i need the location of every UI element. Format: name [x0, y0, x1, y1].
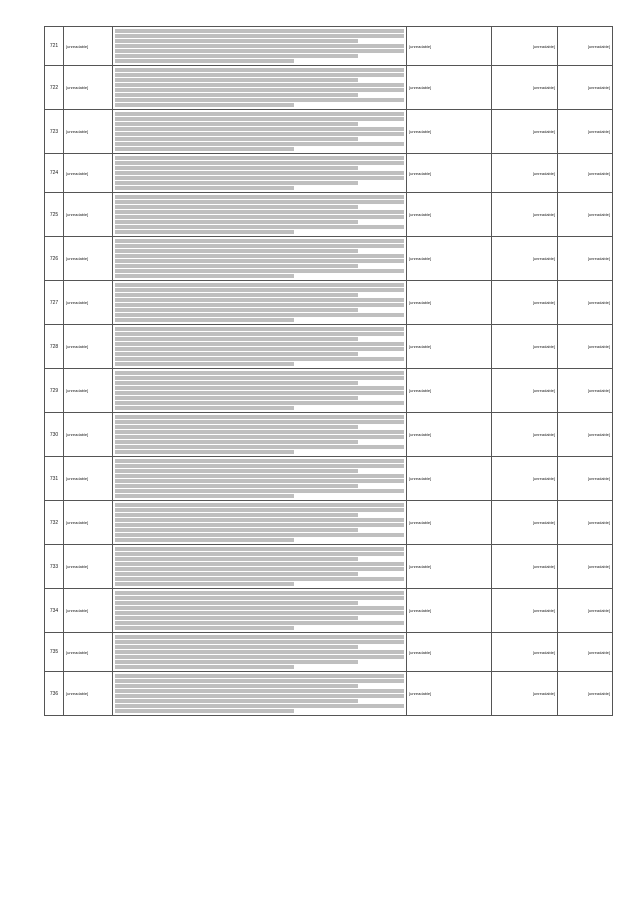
address-cell: [unreadable]	[64, 369, 113, 413]
illegible-text-line	[115, 425, 358, 429]
works-description-cell	[113, 369, 407, 413]
illegible-text-line	[115, 254, 404, 258]
value-cell: [unreadable]	[407, 154, 492, 193]
illegible-text-line	[115, 557, 358, 561]
illegible-text-line	[115, 78, 358, 82]
area-cell: [unreadable]	[492, 633, 558, 672]
illegible-text-line	[115, 54, 358, 58]
row-number-cell: 730	[45, 413, 64, 457]
works-description-cell	[113, 413, 407, 457]
works-description-cell	[113, 589, 407, 633]
illegible-text-line	[115, 283, 404, 287]
illegible-text-line	[115, 538, 294, 542]
illegible-text-line	[115, 626, 294, 630]
illegible-text-line	[115, 342, 404, 346]
illegible-text-line	[115, 181, 358, 185]
works-description-cell	[113, 281, 407, 325]
illegible-text-line	[115, 117, 404, 121]
illegible-text-line	[115, 450, 294, 454]
illegible-text-line	[115, 34, 404, 38]
row-number-cell: 732	[45, 501, 64, 545]
table-row	[45, 413, 613, 457]
table-row	[45, 281, 613, 325]
works-description-cell	[113, 325, 407, 369]
illegible-text-line	[115, 518, 404, 522]
illegible-text-line	[115, 523, 404, 527]
illegible-text-line	[115, 591, 404, 595]
illegible-text-line	[115, 440, 358, 444]
row-number-cell: 728	[45, 325, 64, 369]
illegible-text-line	[115, 176, 404, 180]
illegible-text-line	[115, 406, 294, 410]
illegible-text-line	[115, 381, 358, 385]
table-row	[45, 457, 613, 501]
year-cell: [unreadable]	[558, 27, 613, 66]
value-cell: [unreadable]	[407, 369, 492, 413]
works-description-cell	[113, 501, 407, 545]
illegible-text-line	[115, 73, 404, 77]
year-cell: [unreadable]	[558, 457, 613, 501]
illegible-text-line	[115, 166, 358, 170]
illegible-text-line	[115, 415, 404, 419]
illegible-text-line	[115, 596, 404, 600]
year-cell: [unreadable]	[558, 281, 613, 325]
illegible-text-line	[115, 684, 358, 688]
illegible-text-line	[115, 621, 404, 625]
illegible-text-line	[115, 479, 404, 483]
illegible-text-line	[115, 601, 358, 605]
value-cell: [unreadable]	[407, 325, 492, 369]
illegible-text-line	[115, 288, 404, 292]
value-cell: [unreadable]	[407, 237, 492, 281]
illegible-text-line	[115, 259, 404, 263]
row-number-cell: 721	[45, 27, 64, 66]
illegible-text-line	[115, 386, 404, 390]
illegible-text-line	[115, 650, 404, 654]
illegible-text-line	[115, 445, 404, 449]
illegible-text-line	[115, 127, 404, 131]
address-cell: [unreadable]	[64, 325, 113, 369]
year-cell: [unreadable]	[558, 633, 613, 672]
illegible-text-line	[115, 552, 404, 556]
illegible-text-line	[115, 704, 404, 708]
value-cell: [unreadable]	[407, 66, 492, 110]
works-description-cell	[113, 457, 407, 501]
address-cell: [unreadable]	[64, 27, 113, 66]
area-cell: [unreadable]	[492, 237, 558, 281]
illegible-text-line	[115, 567, 404, 571]
illegible-text-line	[115, 430, 404, 434]
illegible-text-line	[115, 362, 294, 366]
area-cell: [unreadable]	[492, 66, 558, 110]
illegible-text-line	[115, 293, 358, 297]
area-cell: [unreadable]	[492, 413, 558, 457]
illegible-text-line	[115, 660, 358, 664]
illegible-text-line	[115, 98, 404, 102]
table-row	[45, 589, 613, 633]
illegible-text-line	[115, 298, 404, 302]
illegible-text-line	[115, 83, 404, 87]
table-row	[45, 545, 613, 589]
illegible-text-line	[115, 313, 404, 317]
row-number-cell: 727	[45, 281, 64, 325]
illegible-text-line	[115, 274, 294, 278]
year-cell: [unreadable]	[558, 672, 613, 716]
address-cell: [unreadable]	[64, 110, 113, 154]
illegible-text-line	[115, 674, 404, 678]
table-row	[45, 66, 613, 110]
works-description-cell	[113, 237, 407, 281]
address-cell: [unreadable]	[64, 589, 113, 633]
area-cell: [unreadable]	[492, 27, 558, 66]
illegible-text-line	[115, 371, 404, 375]
illegible-text-line	[115, 582, 294, 586]
row-number-cell: 725	[45, 193, 64, 237]
illegible-text-line	[115, 611, 404, 615]
illegible-text-line	[115, 464, 404, 468]
year-cell: [unreadable]	[558, 110, 613, 154]
illegible-text-line	[115, 337, 358, 341]
table-row	[45, 110, 613, 154]
illegible-text-line	[115, 709, 294, 713]
illegible-text-line	[115, 88, 404, 92]
area-cell: [unreadable]	[492, 589, 558, 633]
table-row	[45, 501, 613, 545]
address-cell: [unreadable]	[64, 154, 113, 193]
illegible-text-line	[115, 347, 404, 351]
row-number-cell: 729	[45, 369, 64, 413]
works-description-cell	[113, 633, 407, 672]
area-cell: [unreadable]	[492, 672, 558, 716]
illegible-text-line	[115, 665, 294, 669]
address-cell: [unreadable]	[64, 237, 113, 281]
illegible-text-line	[115, 49, 404, 53]
year-cell: [unreadable]	[558, 154, 613, 193]
table-row	[45, 237, 613, 281]
illegible-text-line	[115, 205, 358, 209]
address-cell: [unreadable]	[64, 413, 113, 457]
illegible-text-line	[115, 59, 294, 63]
works-description-cell	[113, 154, 407, 193]
illegible-text-line	[115, 230, 294, 234]
illegible-text-line	[115, 244, 404, 248]
illegible-text-line	[115, 112, 404, 116]
illegible-text-line	[115, 489, 404, 493]
illegible-text-line	[115, 220, 358, 224]
illegible-text-line	[115, 308, 358, 312]
illegible-text-line	[115, 694, 404, 698]
table-row	[45, 27, 613, 66]
illegible-text-line	[115, 401, 404, 405]
address-cell: [unreadable]	[64, 501, 113, 545]
illegible-text-line	[115, 484, 358, 488]
year-cell: [unreadable]	[558, 237, 613, 281]
illegible-text-line	[115, 435, 404, 439]
illegible-text-line	[115, 303, 404, 307]
value-cell: [unreadable]	[407, 281, 492, 325]
address-cell: [unreadable]	[64, 193, 113, 237]
row-number-cell: 734	[45, 589, 64, 633]
illegible-text-line	[115, 327, 404, 331]
row-number-cell: 724	[45, 154, 64, 193]
table-row	[45, 193, 613, 237]
year-cell: [unreadable]	[558, 193, 613, 237]
value-cell: [unreadable]	[407, 27, 492, 66]
area-cell: [unreadable]	[492, 369, 558, 413]
illegible-text-line	[115, 93, 358, 97]
year-cell: [unreadable]	[558, 501, 613, 545]
year-cell: [unreadable]	[558, 413, 613, 457]
illegible-text-line	[115, 577, 404, 581]
address-cell: [unreadable]	[64, 672, 113, 716]
illegible-text-line	[115, 391, 404, 395]
table-row	[45, 633, 613, 672]
illegible-text-line	[115, 528, 358, 532]
illegible-text-line	[115, 147, 294, 151]
year-cell: [unreadable]	[558, 589, 613, 633]
illegible-text-line	[115, 513, 358, 517]
illegible-text-line	[115, 562, 404, 566]
area-cell: [unreadable]	[492, 501, 558, 545]
illegible-text-line	[115, 547, 404, 551]
illegible-text-line	[115, 616, 358, 620]
value-cell: [unreadable]	[407, 501, 492, 545]
illegible-text-line	[115, 332, 404, 336]
table-row	[45, 325, 613, 369]
illegible-text-line	[115, 474, 404, 478]
value-cell: [unreadable]	[407, 545, 492, 589]
year-cell: [unreadable]	[558, 369, 613, 413]
illegible-text-line	[115, 635, 404, 639]
area-cell: [unreadable]	[492, 193, 558, 237]
row-number-cell: 722	[45, 66, 64, 110]
row-number-cell: 723	[45, 110, 64, 154]
area-cell: [unreadable]	[492, 325, 558, 369]
illegible-text-line	[115, 318, 294, 322]
illegible-text-line	[115, 533, 404, 537]
illegible-text-line	[115, 132, 404, 136]
illegible-text-line	[115, 645, 358, 649]
records-table	[44, 26, 613, 716]
illegible-text-line	[115, 655, 404, 659]
illegible-text-line	[115, 29, 404, 33]
table-row	[45, 672, 613, 716]
illegible-text-line	[115, 215, 404, 219]
illegible-text-line	[115, 249, 358, 253]
row-number-cell: 735	[45, 633, 64, 672]
row-number-cell: 733	[45, 545, 64, 589]
value-cell: [unreadable]	[407, 589, 492, 633]
works-description-cell	[113, 110, 407, 154]
illegible-text-line	[115, 508, 404, 512]
illegible-text-line	[115, 352, 358, 356]
row-number-cell: 731	[45, 457, 64, 501]
value-cell: [unreadable]	[407, 457, 492, 501]
illegible-text-line	[115, 225, 404, 229]
row-number-cell: 736	[45, 672, 64, 716]
illegible-text-line	[115, 264, 358, 268]
address-cell: [unreadable]	[64, 457, 113, 501]
illegible-text-line	[115, 396, 358, 400]
table-row	[45, 369, 613, 413]
value-cell: [unreadable]	[407, 413, 492, 457]
value-cell: [unreadable]	[407, 633, 492, 672]
value-cell: [unreadable]	[407, 193, 492, 237]
works-description-cell	[113, 193, 407, 237]
illegible-text-line	[115, 640, 404, 644]
illegible-text-line	[115, 103, 294, 107]
illegible-text-line	[115, 186, 294, 190]
illegible-text-line	[115, 679, 404, 683]
illegible-text-line	[115, 195, 404, 199]
illegible-text-line	[115, 122, 358, 126]
illegible-text-line	[115, 156, 404, 160]
value-cell: [unreadable]	[407, 672, 492, 716]
illegible-text-line	[115, 689, 404, 693]
illegible-text-line	[115, 503, 404, 507]
area-cell: [unreadable]	[492, 154, 558, 193]
year-cell: [unreadable]	[558, 66, 613, 110]
works-description-cell	[113, 672, 407, 716]
illegible-text-line	[115, 137, 358, 141]
address-cell: [unreadable]	[64, 545, 113, 589]
illegible-text-line	[115, 200, 404, 204]
row-number-cell: 726	[45, 237, 64, 281]
illegible-text-line	[115, 68, 404, 72]
illegible-text-line	[115, 44, 404, 48]
illegible-text-line	[115, 376, 404, 380]
year-cell: [unreadable]	[558, 325, 613, 369]
illegible-text-line	[115, 161, 404, 165]
illegible-text-line	[115, 39, 358, 43]
address-cell: [unreadable]	[64, 281, 113, 325]
works-description-cell	[113, 66, 407, 110]
illegible-text-line	[115, 494, 294, 498]
area-cell: [unreadable]	[492, 457, 558, 501]
illegible-text-line	[115, 142, 404, 146]
year-cell: [unreadable]	[558, 545, 613, 589]
illegible-text-line	[115, 606, 404, 610]
illegible-text-line	[115, 239, 404, 243]
works-description-cell	[113, 545, 407, 589]
table-row	[45, 154, 613, 193]
illegible-text-line	[115, 357, 404, 361]
illegible-text-line	[115, 469, 358, 473]
address-cell: [unreadable]	[64, 66, 113, 110]
works-description-cell	[113, 27, 407, 66]
illegible-text-line	[115, 269, 404, 273]
illegible-text-line	[115, 572, 358, 576]
illegible-text-line	[115, 420, 404, 424]
records-table-body	[45, 27, 613, 716]
illegible-text-line	[115, 459, 404, 463]
illegible-text-line	[115, 699, 358, 703]
value-cell: [unreadable]	[407, 110, 492, 154]
address-cell: [unreadable]	[64, 633, 113, 672]
illegible-text-line	[115, 210, 404, 214]
area-cell: [unreadable]	[492, 545, 558, 589]
area-cell: [unreadable]	[492, 110, 558, 154]
illegible-text-line	[115, 171, 404, 175]
area-cell: [unreadable]	[492, 281, 558, 325]
